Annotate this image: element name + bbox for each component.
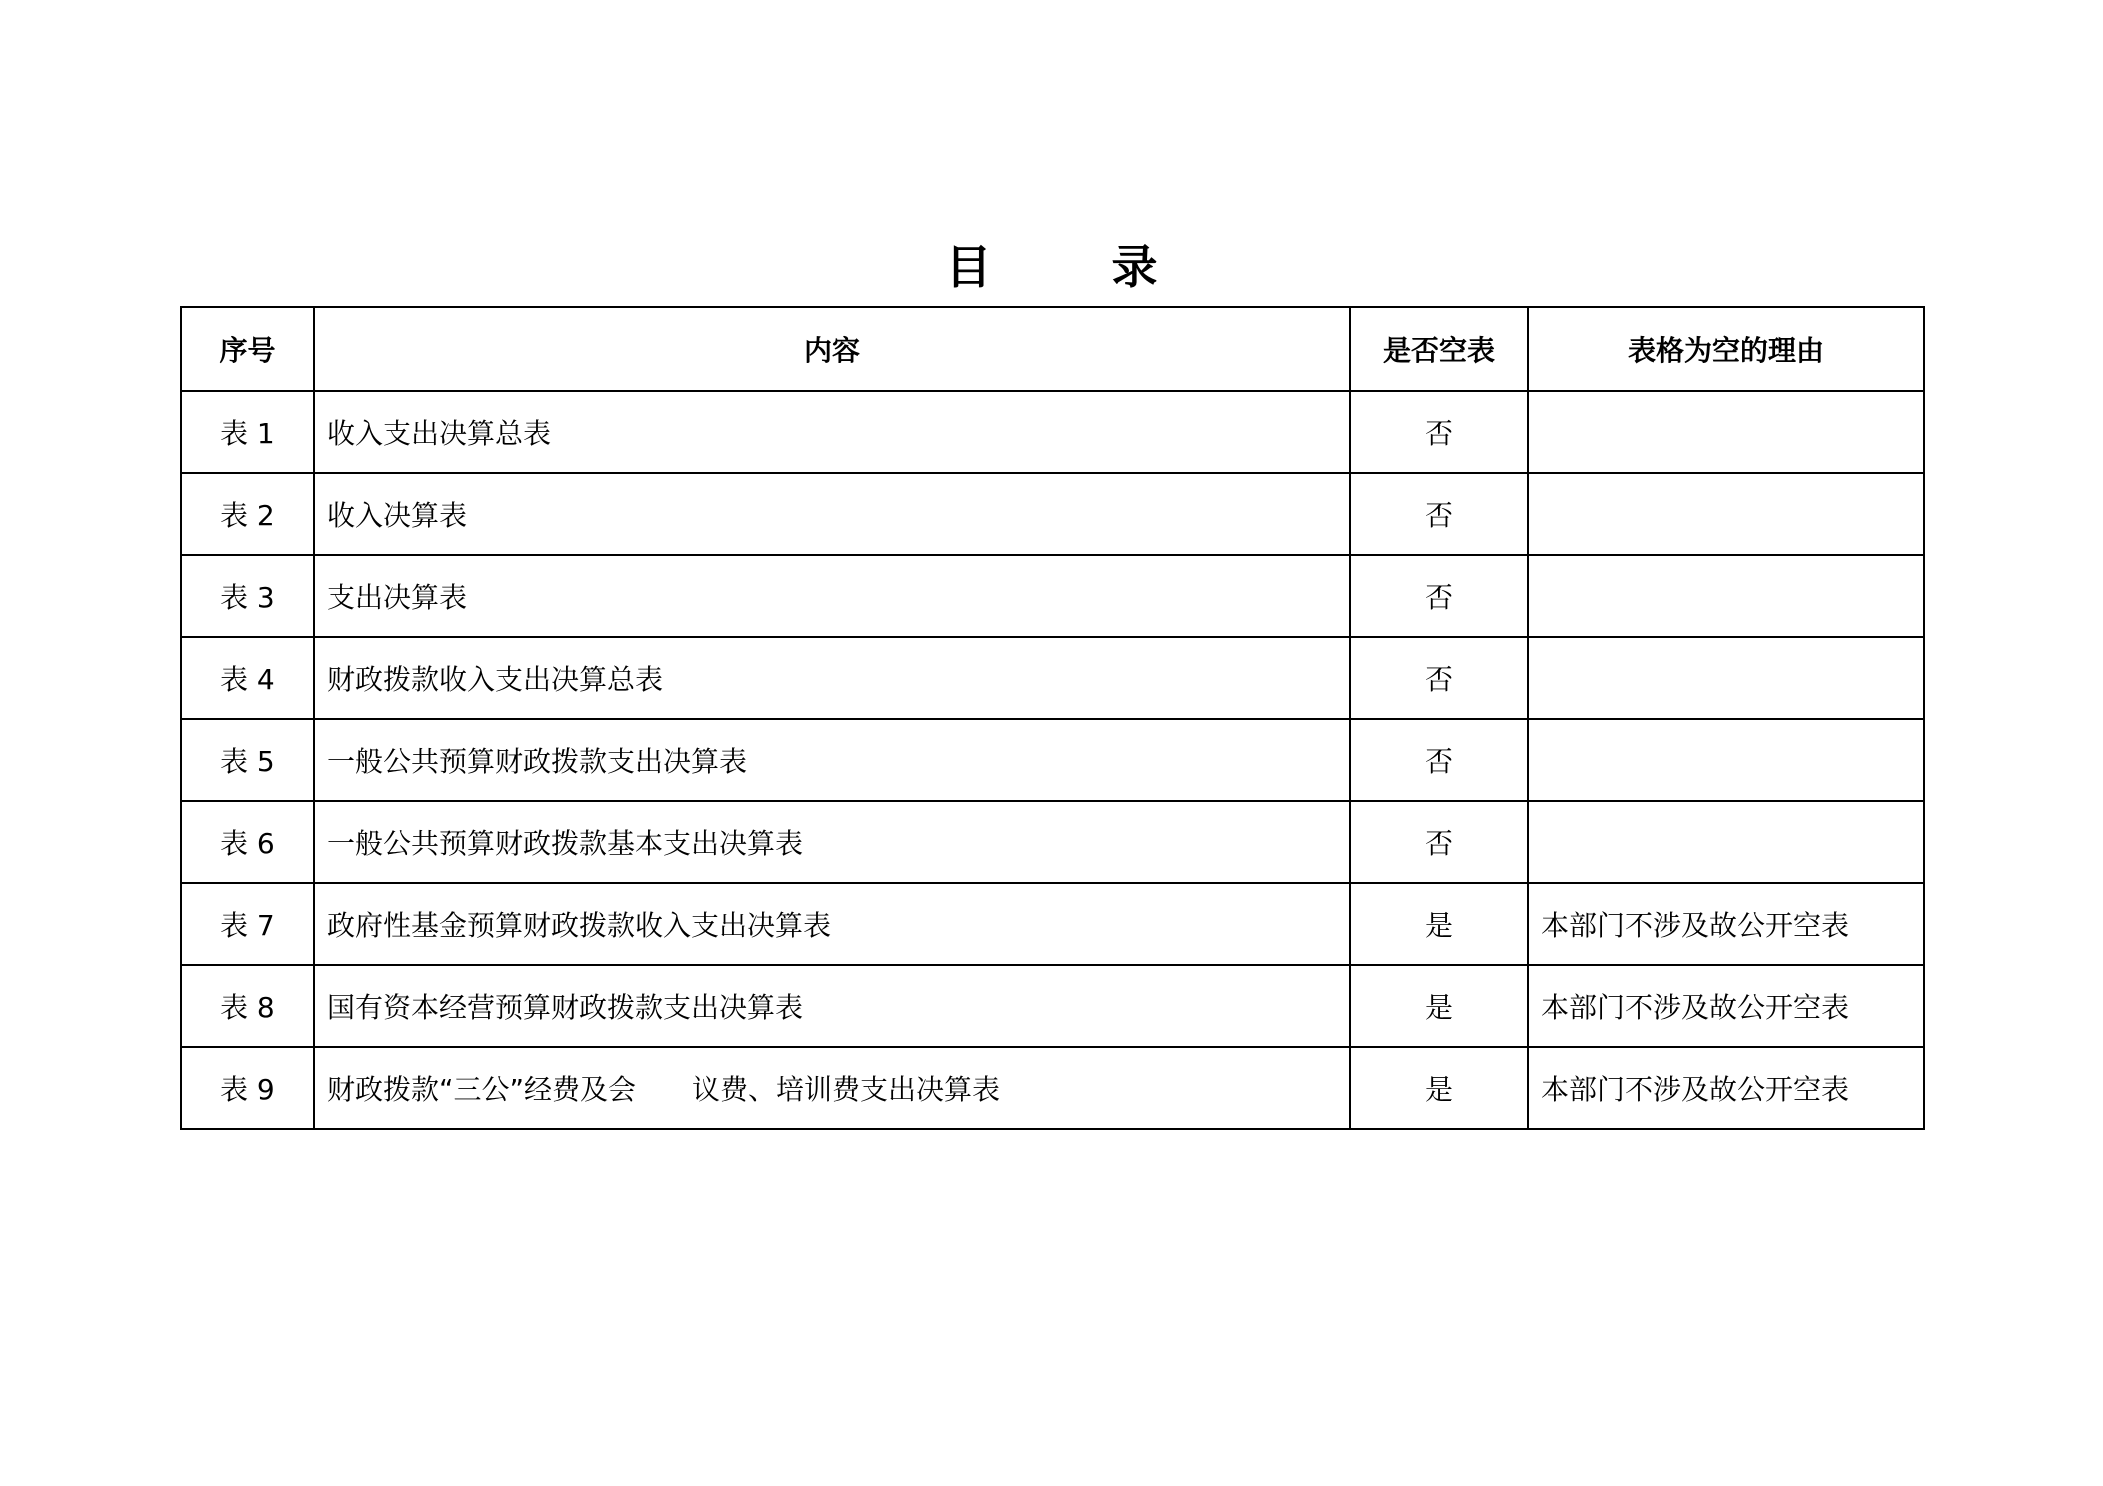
row-index: 表 1 xyxy=(181,391,314,473)
table-row xyxy=(181,473,1924,555)
header-is-empty: 是否空表 xyxy=(1350,307,1528,391)
row-index: 表 4 xyxy=(181,637,314,719)
table-row xyxy=(181,883,1924,965)
header-index: 序号 xyxy=(181,307,314,391)
row-is-empty: 否 xyxy=(1350,391,1528,473)
row-reason xyxy=(1528,555,1924,637)
table-header-row xyxy=(181,307,1924,391)
row-reason xyxy=(1528,719,1924,801)
row-content: 收入决算表 xyxy=(314,473,1350,555)
row-index: 表 7 xyxy=(181,883,314,965)
header-content: 内容 xyxy=(314,307,1350,391)
row-content: 一般公共预算财政拨款支出决算表 xyxy=(314,719,1350,801)
row-content: 支出决算表 xyxy=(314,555,1350,637)
row-index: 表 9 xyxy=(181,1047,314,1129)
row-is-empty: 否 xyxy=(1350,637,1528,719)
row-reason xyxy=(1528,801,1924,883)
page-title: 目 录 xyxy=(945,240,1210,294)
row-content: 国有资本经营预算财政拨款支出决算表 xyxy=(314,965,1350,1047)
row-index: 表 8 xyxy=(181,965,314,1047)
row-is-empty: 是 xyxy=(1350,965,1528,1047)
row-index: 表 2 xyxy=(181,473,314,555)
row-reason: 本部门不涉及故公开空表 xyxy=(1528,965,1924,1047)
toc-table xyxy=(180,306,1925,1130)
row-is-empty: 是 xyxy=(1350,1047,1528,1129)
row-is-empty: 否 xyxy=(1350,555,1528,637)
table-row xyxy=(181,637,1924,719)
row-index: 表 3 xyxy=(181,555,314,637)
table-row xyxy=(181,719,1924,801)
row-reason xyxy=(1528,391,1924,473)
row-content: 一般公共预算财政拨款基本支出决算表 xyxy=(314,801,1350,883)
row-reason: 本部门不涉及故公开空表 xyxy=(1528,883,1924,965)
row-index: 表 6 xyxy=(181,801,314,883)
table-row xyxy=(181,555,1924,637)
row-content: 政府性基金预算财政拨款收入支出决算表 xyxy=(314,883,1350,965)
row-content: 财政拨款收入支出决算总表 xyxy=(314,637,1350,719)
row-is-empty: 否 xyxy=(1350,801,1528,883)
row-reason xyxy=(1528,473,1924,555)
row-is-empty: 是 xyxy=(1350,883,1528,965)
table-row xyxy=(181,1047,1924,1129)
table-row xyxy=(181,801,1924,883)
table-row xyxy=(181,965,1924,1047)
header-reason: 表格为空的理由 xyxy=(1528,307,1924,391)
row-is-empty: 否 xyxy=(1350,719,1528,801)
row-index: 表 5 xyxy=(181,719,314,801)
row-is-empty: 否 xyxy=(1350,473,1528,555)
table-row xyxy=(181,391,1924,473)
row-reason xyxy=(1528,637,1924,719)
row-content: 财政拨款“三公”经费及会 议费、培训费支出决算表 xyxy=(314,1047,1350,1129)
row-reason: 本部门不涉及故公开空表 xyxy=(1528,1047,1924,1129)
row-content: 收入支出决算总表 xyxy=(314,391,1350,473)
